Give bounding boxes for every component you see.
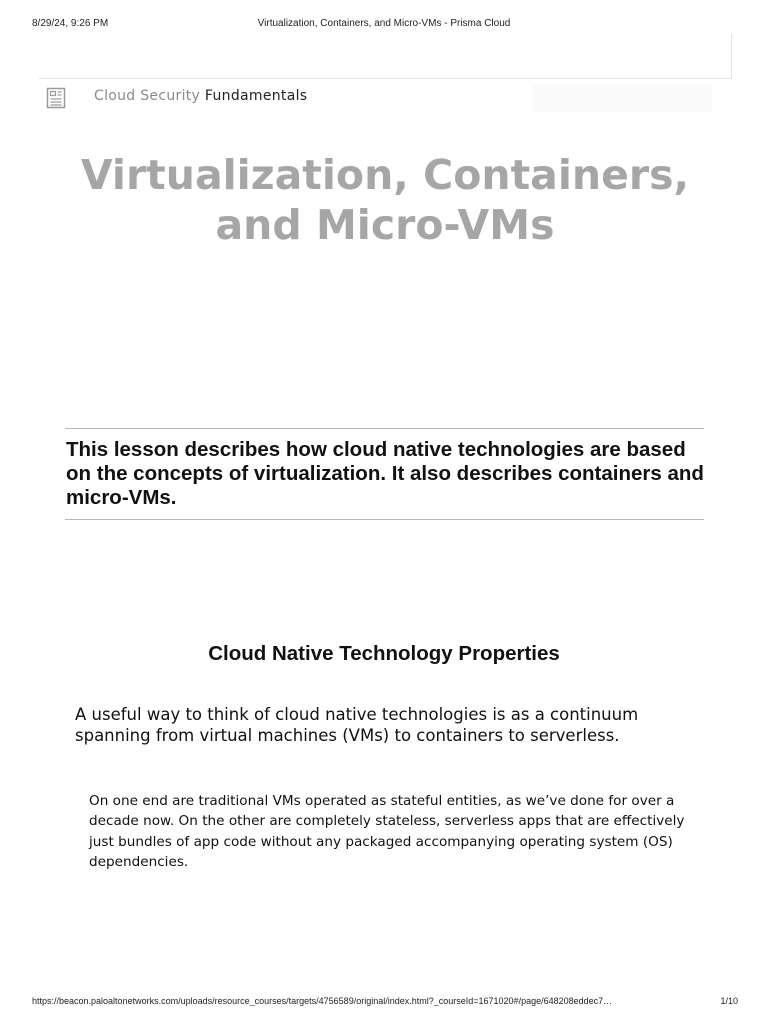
print-page-title: Virtualization, Containers, and Micro-VMs - Prisma Cloud xyxy=(257,18,511,29)
lesson-title xyxy=(40,150,730,250)
print-footer-url: https://beacon.paloaltonetworks.com/uploads/resource_courses/targets/4756589/original/index.html?_courseId=1671020#/page/648208eddec7… xyxy=(32,996,613,1006)
intro-bottom-divider xyxy=(65,519,704,520)
print-footer xyxy=(0,996,768,1010)
top-bar xyxy=(38,34,732,79)
course-header-bar xyxy=(38,84,732,112)
lesson-title-line-1: Virtualization, Containers, xyxy=(80,151,690,199)
section-lead-paragraph: A useful way to think of cloud native technologies is as a continuum spanning from virtual machines (VMs) to containers to serverless. xyxy=(75,705,639,745)
print-page-number: 1/10 xyxy=(720,996,738,1006)
outline-menu-icon[interactable] xyxy=(46,87,66,109)
print-header xyxy=(0,18,768,32)
print-datetime: 8/29/24, 9:26 PM xyxy=(32,18,109,29)
lesson-title-line-2: and Micro-VMs xyxy=(215,201,555,249)
course-title xyxy=(94,88,307,104)
intro-top-divider xyxy=(65,428,704,429)
course-title-suffix: Fundamentals xyxy=(204,88,308,104)
course-title-prefix: Cloud Security xyxy=(94,88,201,104)
course-progress-area xyxy=(532,84,712,112)
section-heading: Cloud Native Technology Properties xyxy=(208,642,560,665)
section-body-paragraph: On one end are traditional VMs operated as stateful entities, as we’ve done for over a decade now. On the other are completely stateless, serverless apps that are effectively just bundles of app code without any packaged accompanying operating system (OS) dependencies. xyxy=(89,793,685,870)
lesson-intro: This lesson describes how cloud native technologies are based on the concepts of virtualization. It also describes containers and micro-VMs. xyxy=(66,438,704,509)
